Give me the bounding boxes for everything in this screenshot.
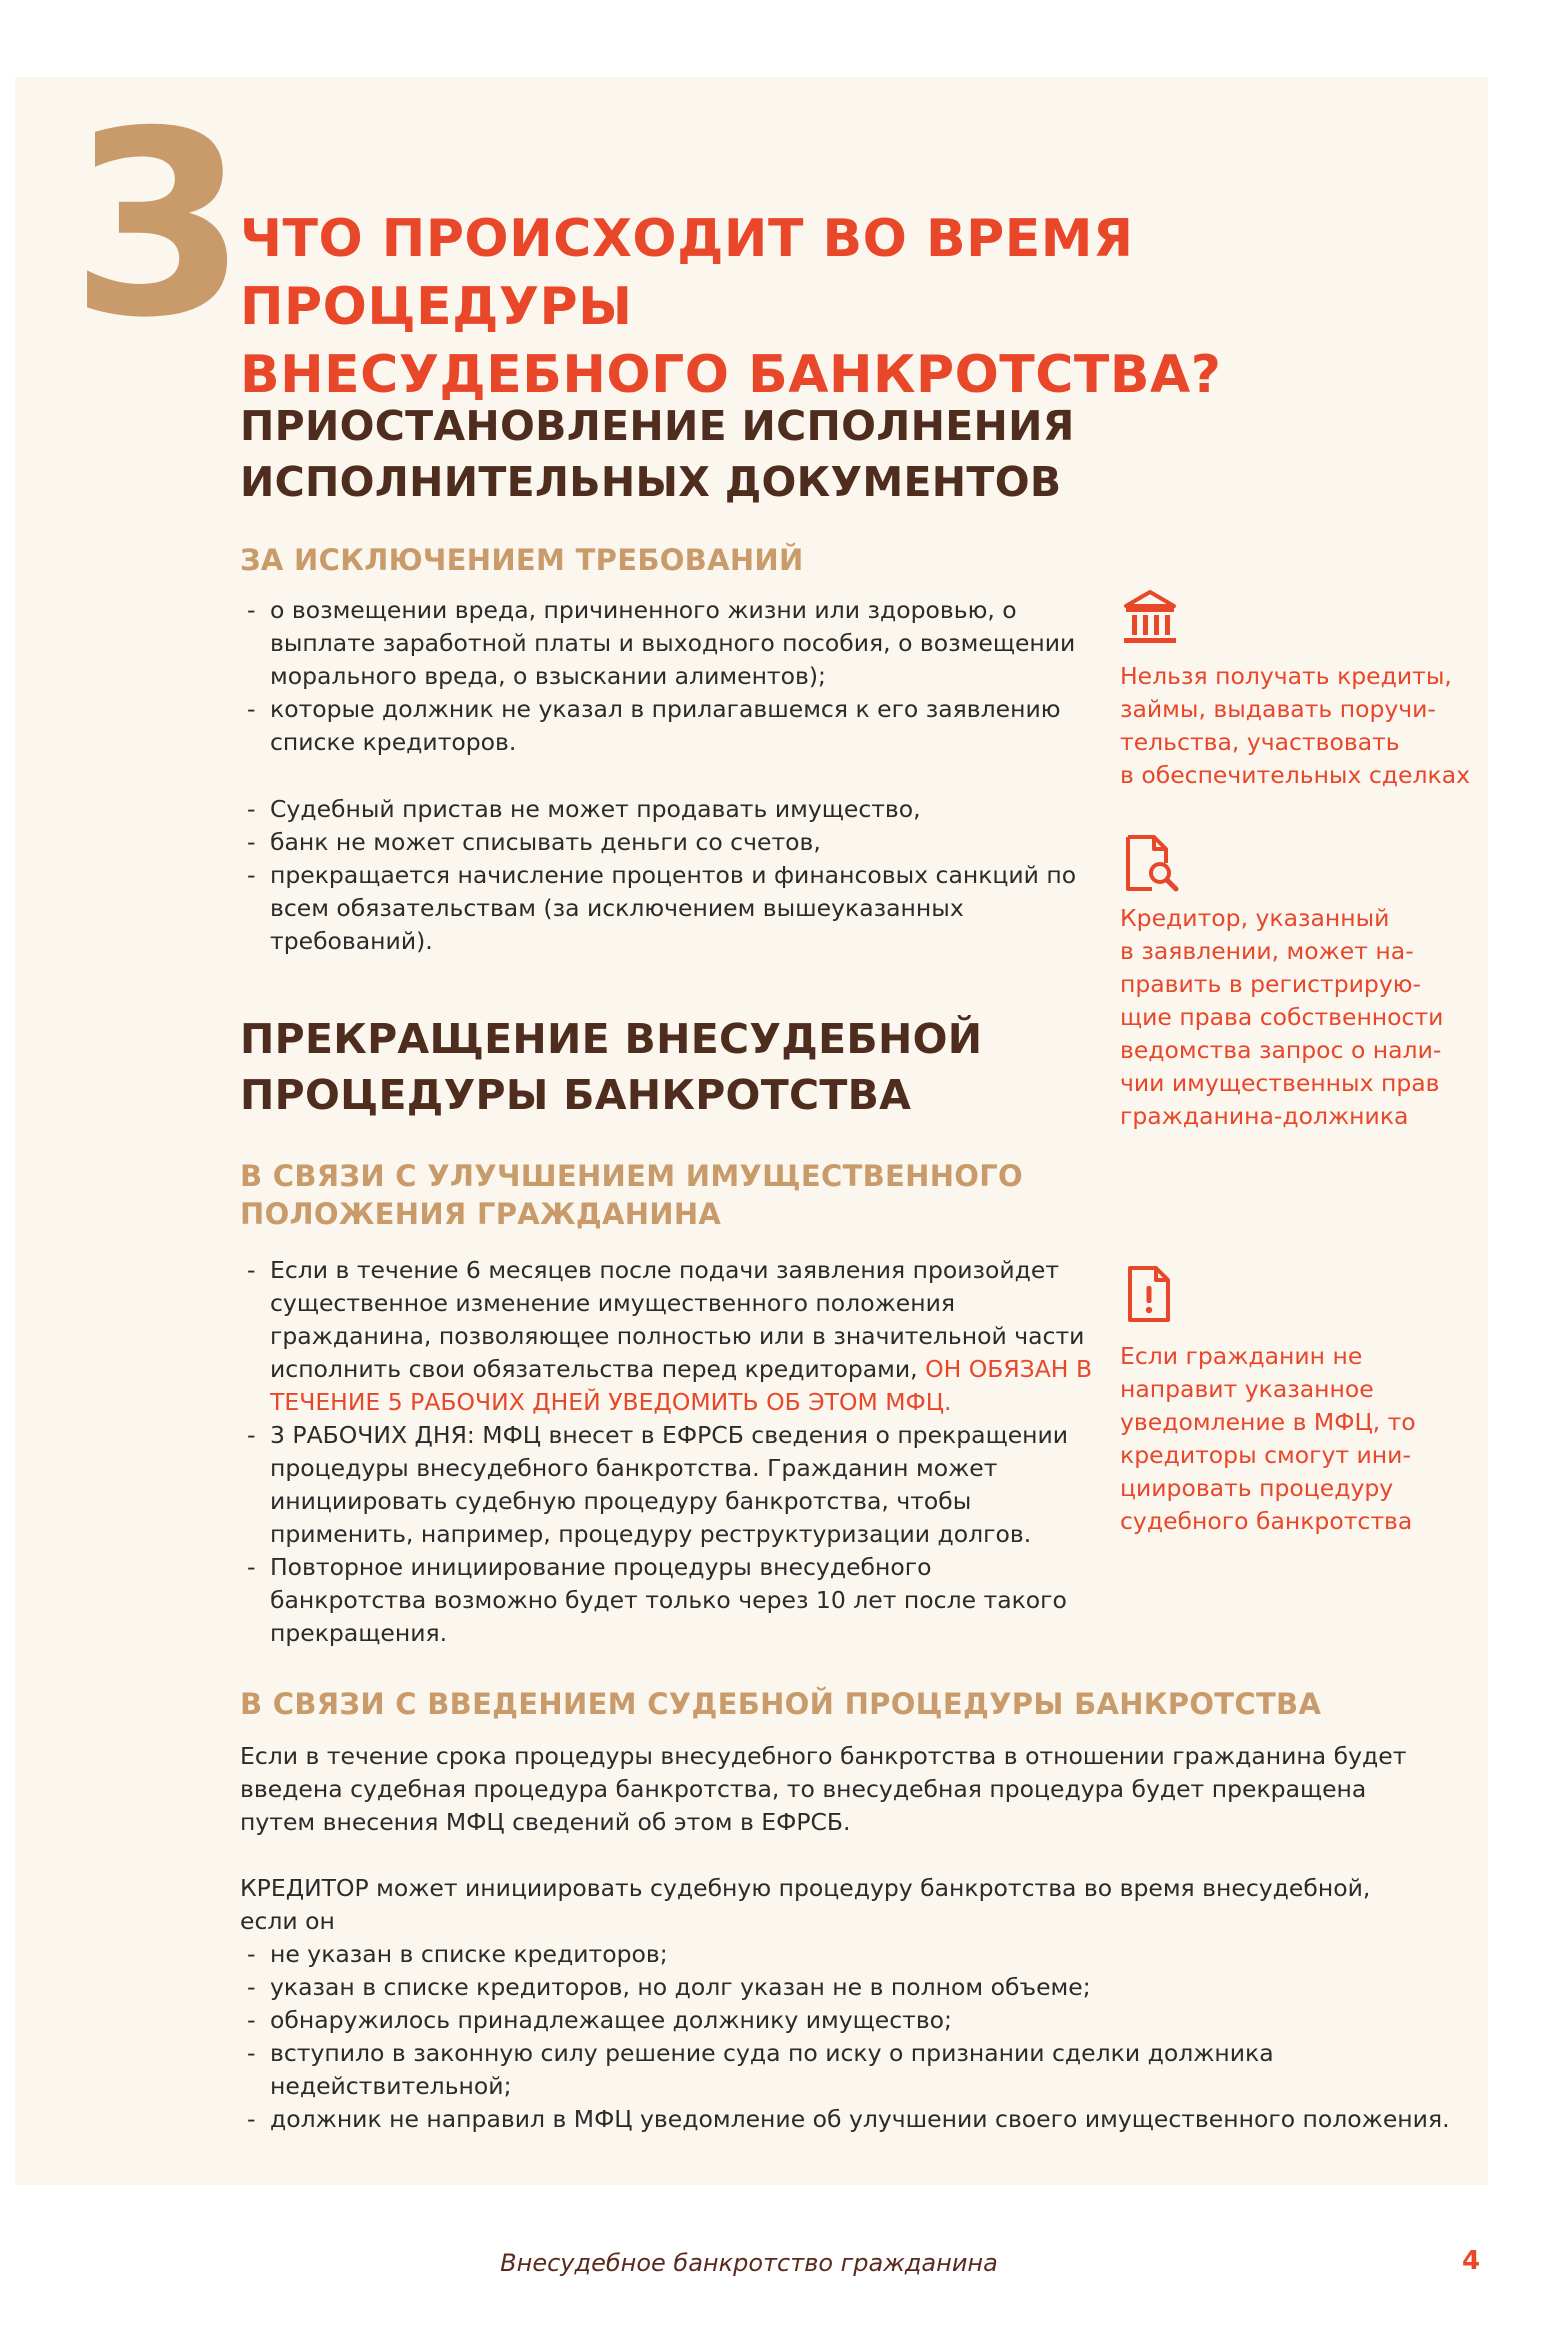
- document-alert-icon: [1120, 1264, 1180, 1324]
- list-item: - которые должник не указал в прилагавшемся к его заявлению списке кредиторов.: [244, 693, 1094, 759]
- note-line: тельства, участвовать: [1120, 728, 1400, 756]
- note-line: направит указанное: [1120, 1375, 1374, 1403]
- note-line: Кредитор, указанный: [1120, 904, 1390, 932]
- note-line: циировать процедуру: [1120, 1474, 1394, 1502]
- list-item: - не указан в списке кредиторов;: [244, 1938, 1484, 1971]
- list-item: - вступило в законную силу решение суда по иску о признании сделки должника недействительной;: [244, 2037, 1484, 2103]
- effects-list: [244, 793, 1104, 958]
- document-search-icon: [1120, 833, 1180, 893]
- list-item: [244, 1254, 1094, 1419]
- note-line: Нельзя получать кредиты,: [1120, 662, 1452, 690]
- court-procedure-subtitle: В СВЯЗИ С ВВЕДЕНИЕМ СУДЕБНОЙ ПРОЦЕДУРЫ БАНКРОТСТВА: [240, 1687, 1322, 1721]
- page-title-line-1: ЧТО ПРОИСХОДИТ ВО ВРЕМЯ ПРОЦЕДУРЫ: [240, 209, 1134, 337]
- note-line: уведомление в МФЦ, то: [1120, 1408, 1416, 1436]
- note-line: в обеспечительных сделках: [1120, 761, 1471, 789]
- section-title-line: ПРИОСТАНОВЛЕНИЕ ИСПОЛНЕНИЯ: [240, 402, 1075, 450]
- page-title-line-2: ВНЕСУДЕБНОГО БАНКРОТСТВА?: [240, 345, 1222, 405]
- footer-title: Внесудебное банкротство гражданина: [500, 2249, 998, 2277]
- list-item: - обнаружилось принадлежащее должнику имущество;: [244, 2004, 1484, 2037]
- creditor-conditions-list: [244, 1938, 1484, 2136]
- note-line: Если гражданин не: [1120, 1342, 1363, 1370]
- bank-building-icon: [1120, 588, 1180, 648]
- sidebar-note-credits: [1120, 660, 1470, 792]
- list-item: - банк не может списывать деньги со счетов,: [244, 826, 1104, 859]
- note-line: займы, выдавать поручи-: [1120, 695, 1436, 723]
- improvement-list: [244, 1254, 1094, 1650]
- note-line: щие права собственности: [1120, 1003, 1444, 1031]
- sidebar-note-creditor-request: [1120, 902, 1443, 1133]
- list-item: - Судебный пристав не может продавать имущество,: [244, 793, 1104, 826]
- list-item: - о возмещении вреда, причиненного жизни или здоровью, о выплате заработной платы и выходного пособия, о возмещении морального вреда, о взыскании алиментов);: [244, 594, 1094, 693]
- note-line: ведомства запрос о нали-: [1120, 1036, 1442, 1064]
- chapter-number: 3: [70, 77, 242, 374]
- list-item-text: Если в течение 6 месяцев после подачи заявления произойдет существенное изменение имущественного положения гражданина, позволяющее полностью или в значительной части исполнить свои обязательства перед кредиторами,: [270, 1256, 1085, 1383]
- creditor-paragraph: КРЕДИТОР может инициировать судебную процедуру банкротства во время внесудебной, если он: [240, 1874, 1371, 1935]
- note-line: судебного банкротства: [1120, 1507, 1413, 1535]
- page-title: [240, 205, 1470, 409]
- subtitle-line: В СВЯЗИ С УЛУЧШЕНИЕМ ИМУЩЕСТВЕННОГО: [240, 1159, 1023, 1193]
- improvement-subtitle: [240, 1157, 1023, 1233]
- list-item: - 3 РАБОЧИХ ДНЯ: МФЦ внесет в ЕФРСБ сведения о прекращении процедуры внесудебного банкротства. Гражданин может инициировать судебную процедуру банкротства, чтобы применить, например, процедуру реструктуризации долгов.: [244, 1419, 1094, 1551]
- section-suspension-title: [240, 398, 1075, 510]
- sidebar-note-no-notification: [1120, 1340, 1416, 1538]
- section-termination-title: [240, 1011, 982, 1123]
- note-line: править в регистрирую-: [1120, 970, 1422, 998]
- exceptions-list: [244, 594, 1094, 759]
- note-line: гражданина-должника: [1120, 1102, 1409, 1130]
- list-item: - прекращается начисление процентов и финансовых санкций по всем обязательствам (за исключением вышеуказанных требований).: [244, 859, 1104, 958]
- exceptions-subtitle: ЗА ИСКЛЮЧЕНИЕМ ТРЕБОВАНИЙ: [240, 543, 804, 577]
- list-item: - должник не направил в МФЦ уведомление об улучшении своего имущественного положения.: [244, 2103, 1484, 2136]
- section-title-line: ИСПОЛНИТЕЛЬНЫХ ДОКУМЕНТОВ: [240, 458, 1062, 506]
- note-line: чии имущественных прав: [1120, 1069, 1440, 1097]
- note-line: в заявлении, может на-: [1120, 937, 1414, 965]
- section-title-line: ПРЕКРАЩЕНИЕ ВНЕСУДЕБНОЙ: [240, 1015, 983, 1063]
- list-item: - Повторное инициирование процедуры внесудебного банкротства возможно будет только через 10 лет после такого прекращения.: [244, 1551, 1094, 1650]
- page-number: 4: [1462, 2246, 1481, 2276]
- subtitle-line: ПОЛОЖЕНИЯ ГРАЖДАНИНА: [240, 1197, 722, 1231]
- section-title-line: ПРОЦЕДУРЫ БАНКРОТСТВА: [240, 1071, 912, 1119]
- list-item: - указан в списке кредиторов, но долг указан не в полном объеме;: [244, 1971, 1484, 2004]
- note-line: кредиторы смогут ини-: [1120, 1441, 1411, 1469]
- court-procedure-paragraph: Если в течение срока процедуры внесудебного банкротства в отношении гражданина будет введена судебная процедура банкротства, то внесудебная процедура будет прекращена путем внесения МФЦ сведений об этом в ЕФРСБ.: [240, 1742, 1407, 1836]
- obligation-highlight: ОН ОБЯЗАН В ТЕЧЕНИЕ 5 РАБОЧИХ ДНЕЙ УВЕДОМИТЬ ОБ ЭТОМ МФЦ.: [270, 1355, 1093, 1416]
